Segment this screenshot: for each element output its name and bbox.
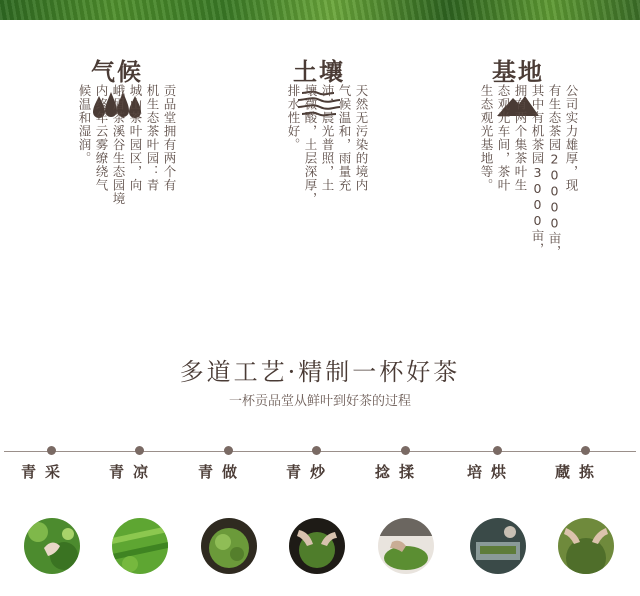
- feature-title: 土壤: [293, 57, 345, 86]
- timeline-dot: [135, 446, 144, 455]
- timeline-dot: [581, 446, 590, 455]
- timeline-dot: [312, 446, 321, 455]
- fresh-leaves-photo: [112, 518, 168, 574]
- tea-field-banner: [0, 0, 640, 20]
- process-title: 多道工艺·精制一杯好茶: [179, 358, 461, 386]
- timeline-dot: [47, 446, 56, 455]
- process-subtitle: 一杯贡品堂从鲜叶到好茶的过程: [228, 394, 411, 409]
- timeline-dot: [493, 446, 502, 455]
- step-label: 炒青: [284, 464, 326, 483]
- sorting-leaves-photo: [558, 518, 614, 574]
- feature-title: 基地: [492, 57, 544, 86]
- feature-soil-text: 天然无污染的境内 气候温和，雨量充 沛，晨光普照，土 壤微酸，土层深厚， 排水性好。: [286, 84, 369, 206]
- feature-climate-text: 贡品堂拥有两个有 机生态茶叶园：青 城山茶叶园区，向 峨眉茶溪谷生态园境 内终年云雾缭绕气 候温和湿润。: [77, 84, 177, 206]
- picking-tea-photo: [24, 518, 80, 574]
- feature-title: 气候: [91, 57, 143, 86]
- step-label: 做青: [196, 464, 238, 483]
- timeline-dot: [224, 446, 233, 455]
- step-label: 凉青: [107, 464, 149, 483]
- step-label: 揉捻: [373, 464, 415, 483]
- step-label: 烘培: [465, 464, 507, 483]
- baking-machine-photo: [470, 518, 526, 574]
- rolling-photo: [378, 518, 434, 574]
- timeline-dot: [401, 446, 410, 455]
- feature-base-text: 公司实力雄厚，现 有生态茶园20000亩， 其中有机茶园3000亩， 拥有两个集茶叶生 态观光车间，茶叶 生态观光基地等。: [479, 84, 579, 259]
- step-label: 采青: [19, 464, 61, 483]
- tea-leaves-basket-photo: [201, 518, 257, 574]
- step-label: 拣蔵: [553, 464, 595, 483]
- hand-frying-photo: [289, 518, 345, 574]
